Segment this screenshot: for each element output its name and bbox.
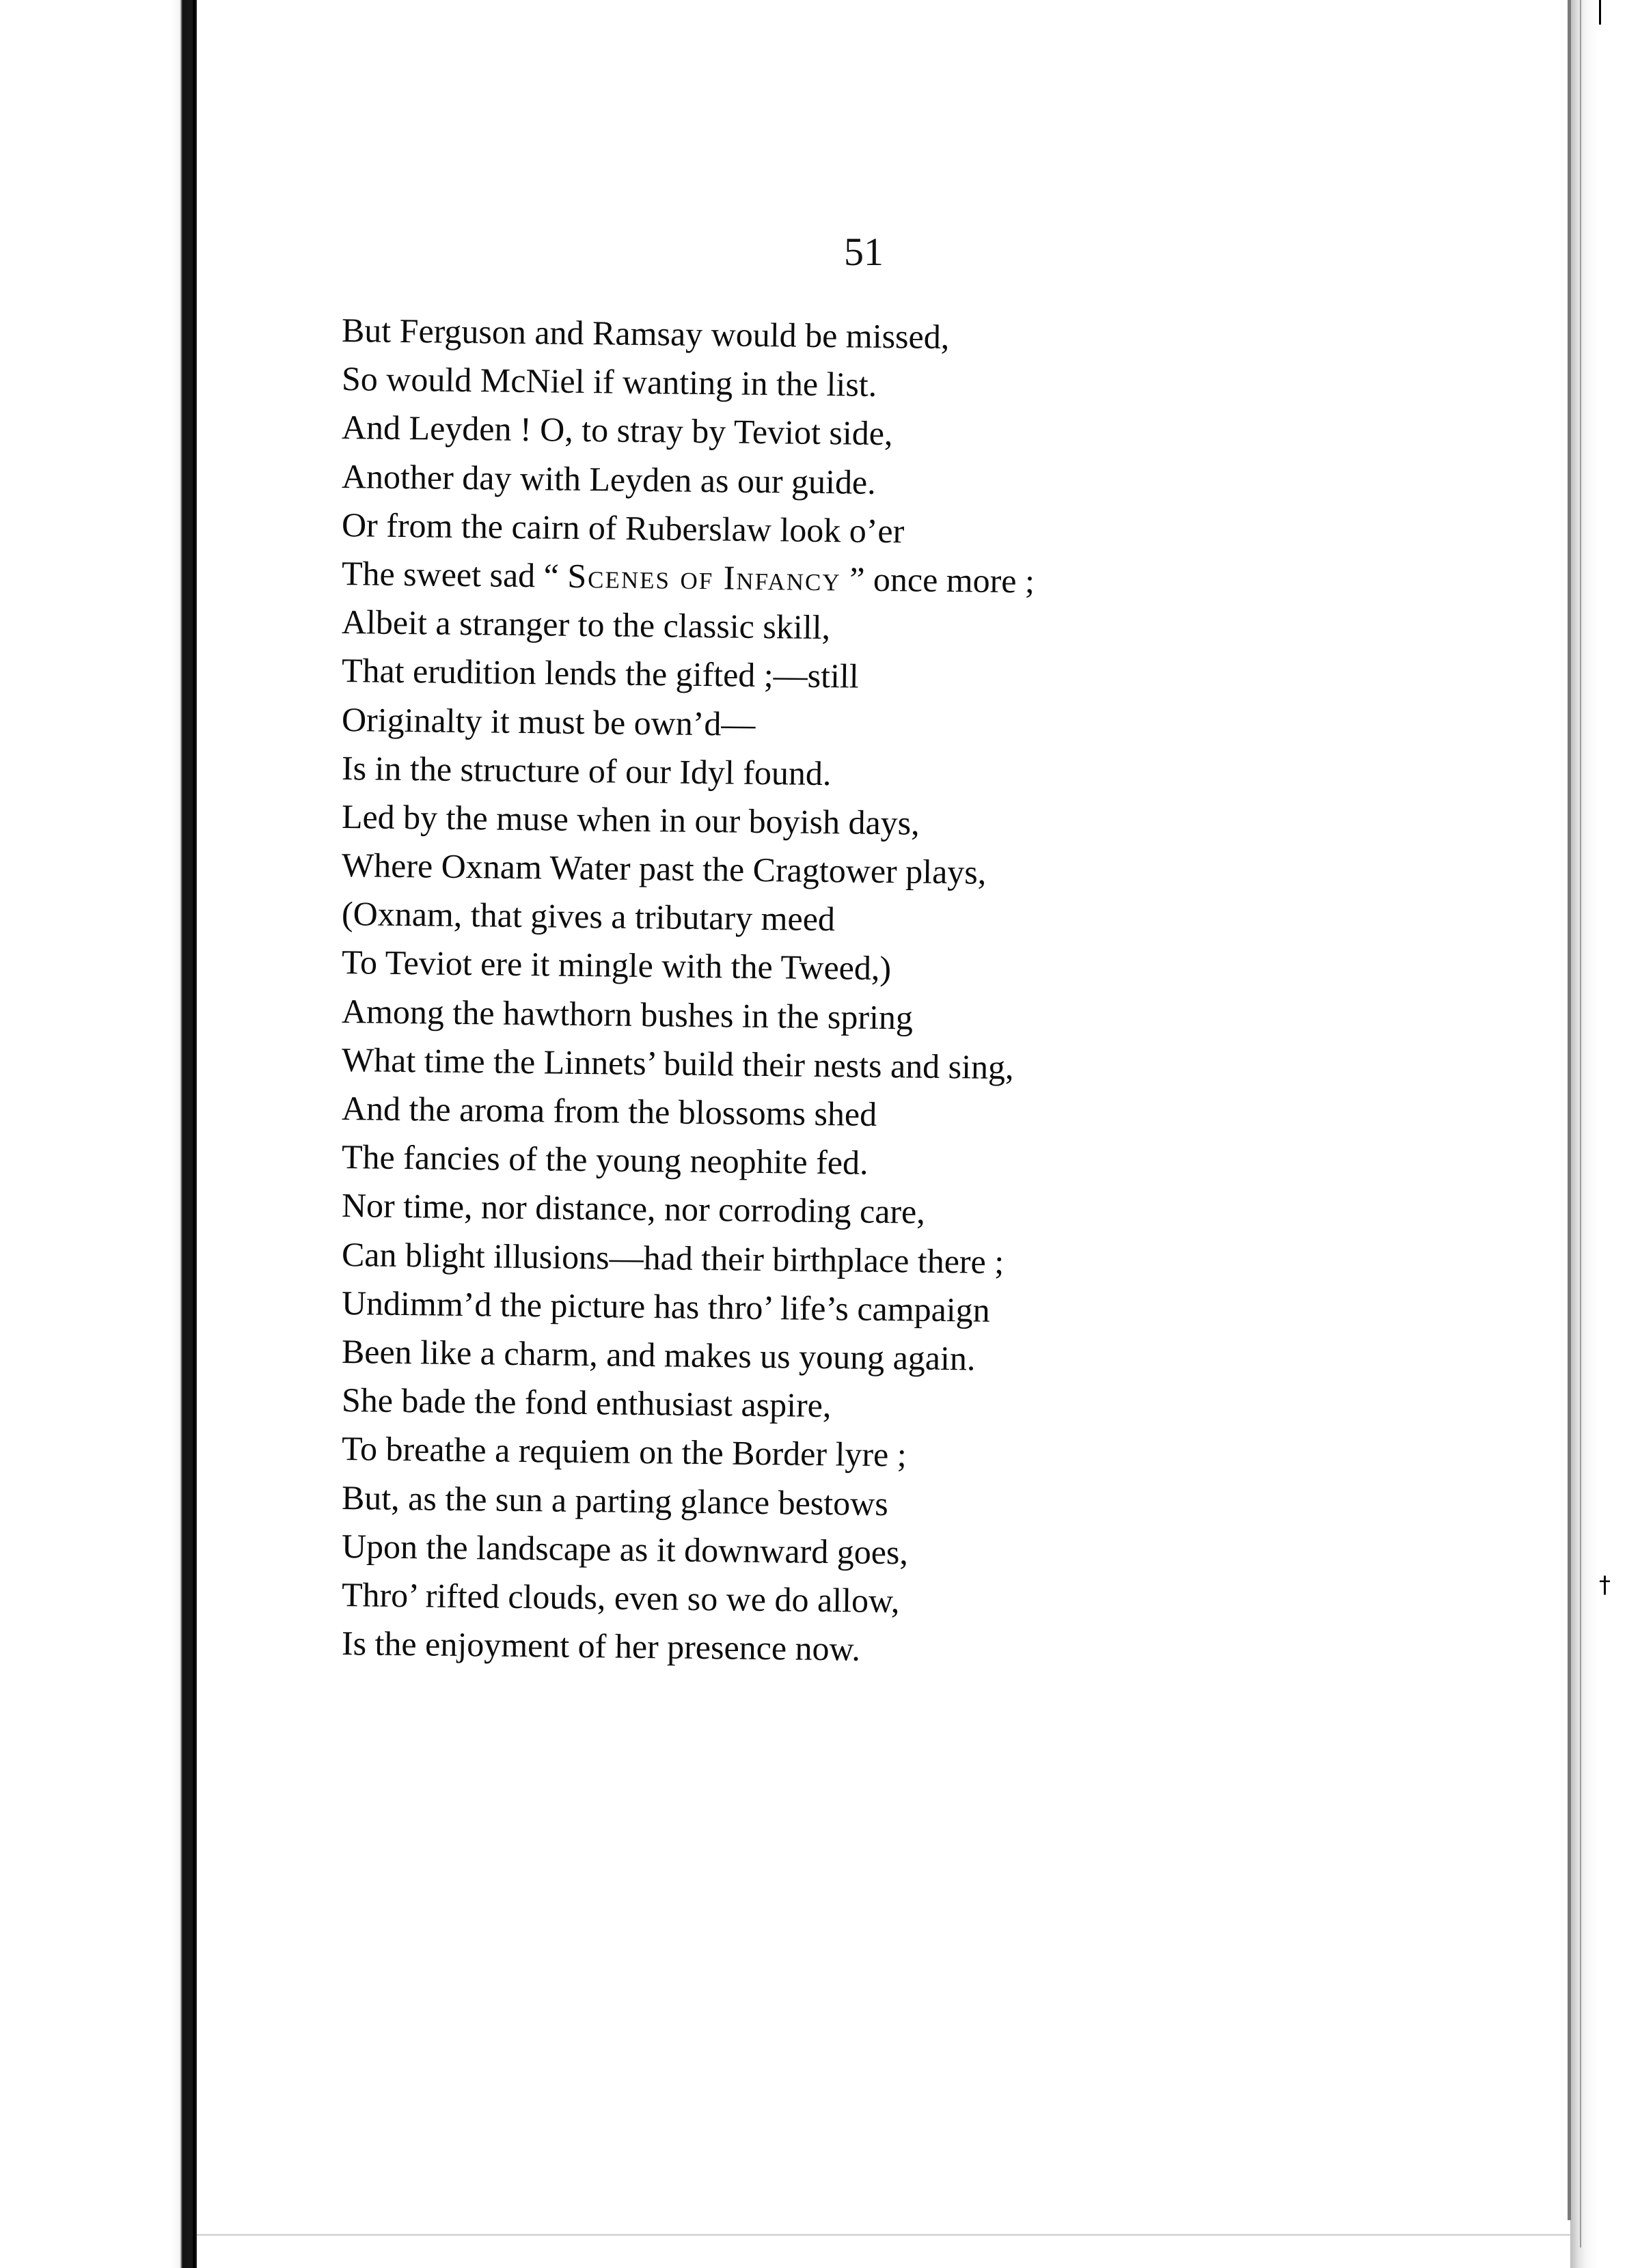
poem-text [342, 306, 1544, 1668]
poem-line: Is the enjoyment of her presence now. [341, 1624, 861, 1668]
gutter-line [193, 0, 195, 2268]
right-page-edge [1568, 0, 1571, 2220]
work-title-small-caps: Scenes of Infancy [567, 556, 842, 598]
poem-line: Where Oxnam Water past the Cragtower plays, [341, 846, 987, 891]
poem-line: Among the hawthorn bushes in the spring [341, 991, 914, 1037]
poem-line: But, as the sun a parting glance bestows [341, 1478, 889, 1523]
poem-line: That erudition lends the gifted ;—still [341, 651, 860, 695]
poem-line: She bade the fond enthusiast aspire, [341, 1381, 832, 1425]
poem-line: Albeit a stranger to the classic skill, [341, 603, 831, 647]
poem-line: Thro’ rifted clouds, even so we do allow, [341, 1575, 900, 1620]
right-page-shadow [1570, 0, 1598, 2268]
poem-line: But Ferguson and Ramsay would be missed, [341, 311, 950, 357]
poem-line: Nor time, nor distance, nor corroding care, [341, 1186, 926, 1232]
page-number: 51 [844, 230, 884, 274]
line-text-before: The sweet sad “ [341, 553, 568, 595]
poem-line: What time the Linnets’ build their nests and sing, [341, 1040, 1014, 1086]
poem-line: (Oxnam, that gives a tributary meed [341, 894, 836, 939]
poem-line: So would McNiel if wanting in the list. [341, 359, 877, 404]
poem-line: And Leyden ! O, to stray by Teviot side, [341, 408, 893, 453]
right-page-edge-inner [1580, 0, 1581, 2248]
line-text-after: ” once more ; [840, 559, 1035, 600]
poem-line: Another day with Leyden as our guide. [341, 456, 877, 501]
poem-line: Been like a charm, and makes us young again. [341, 1331, 976, 1378]
poem-line: To Teviot ere it mingle with the Tweed,) [341, 943, 892, 988]
corner-mark [1599, 0, 1613, 25]
poem-line: Can blight illusions—had their birthplace there ; [341, 1234, 1004, 1281]
poem-line: Originalty it must be own’d— [341, 700, 756, 743]
poem-line: Upon the landscape as it downward goes, [341, 1526, 909, 1572]
poem-line: And the aroma from the blossoms shed [341, 1089, 877, 1133]
poem-line: Undimm’d the picture has thro’ life’s campaign [341, 1283, 991, 1329]
margin-mark: † [1599, 1571, 1611, 1599]
poem-line: The fancies of the young neophite fed. [341, 1137, 869, 1182]
poem-line: Led by the muse when in our boyish days, [341, 797, 920, 842]
poem-line: Is in the structure of our Idyl found. [341, 748, 832, 792]
poem-line: To breathe a requiem on the Border lyre ; [341, 1429, 907, 1474]
poem-line: Or from the cairn of Ruberslaw look o’er [341, 505, 905, 551]
